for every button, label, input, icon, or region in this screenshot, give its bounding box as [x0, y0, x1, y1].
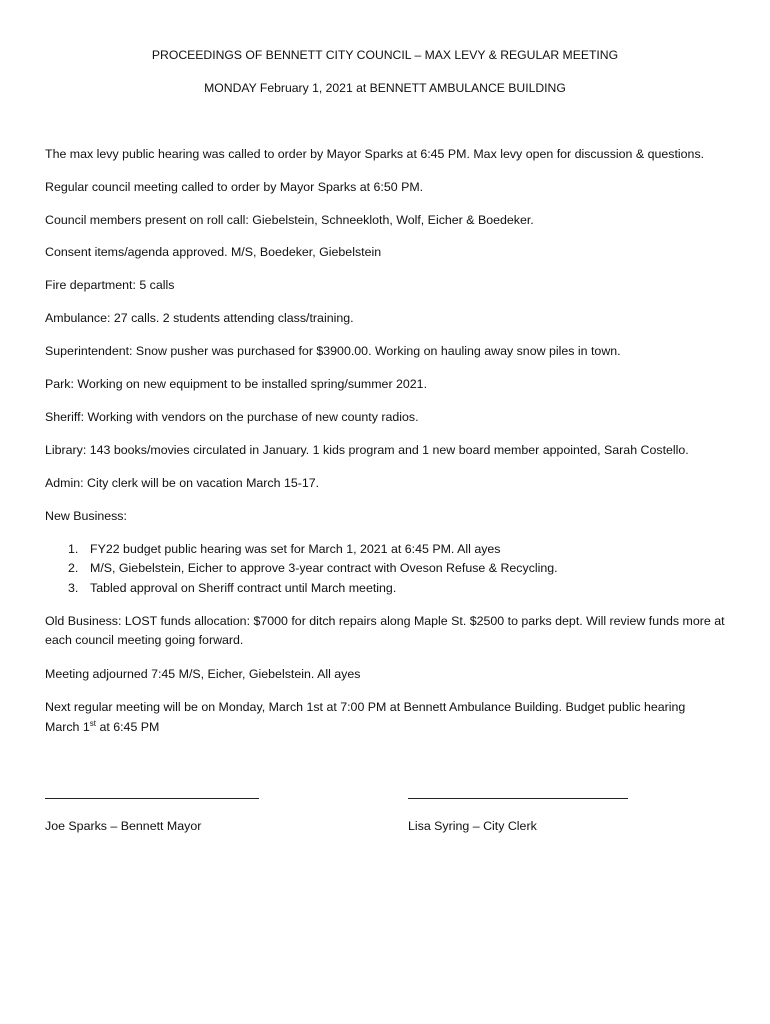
paragraph-new-business-heading: New Business:	[45, 509, 127, 523]
document-subtitle: MONDAY February 1, 2021 at BENNETT AMBULANCE BUILDING	[204, 81, 566, 95]
paragraph-sheriff: Sheriff: Working with vendors on the purchase of new county radios.	[45, 410, 419, 424]
paragraph-library: Library: 143 books/movies circulated in January. 1 kids program and 1 new board member appointed, Sarah Costello.	[45, 443, 689, 457]
list-item-number: 2.	[68, 561, 79, 575]
signature-name-mayor: Joe Sparks – Bennett Mayor	[45, 819, 202, 833]
list-item-number: 1.	[68, 542, 79, 556]
paragraph-roll-call: Council members present on roll call: Giebelstein, Schneekloth, Wolf, Eicher & Boedeker.	[45, 213, 534, 227]
paragraph-fire: Fire department: 5 calls	[45, 278, 175, 292]
paragraph-old-business: Old Business: LOST funds allocation: $7000 for ditch repairs along Maple St. $2500 to parks dept. Will review funds more at each council meeting going forward.	[45, 614, 725, 647]
list-item	[68, 559, 558, 578]
paragraph-next-meeting-continued: March 1st at 6:45 PM	[45, 718, 160, 734]
paragraph-ambulance: Ambulance: 27 calls. 2 students attending class/training.	[45, 311, 354, 325]
paragraph-consent: Consent items/agenda approved. M/S, Boedeker, Giebelstein	[45, 245, 382, 259]
list-item-text: Tabled approval on Sheriff contract until March meeting.	[90, 581, 397, 595]
document-title: PROCEEDINGS OF BENNETT CITY COUNCIL – MAX LEVY & REGULAR MEETING	[151, 48, 619, 62]
paragraph-park: Park: Working on new equipment to be installed spring/summer 2021.	[45, 377, 428, 391]
signature-line-mayor	[45, 786, 259, 799]
paragraph-admin: Admin: City clerk will be on vacation March 15-17.	[45, 476, 320, 490]
signature-name-clerk: Lisa Syring – City Clerk	[408, 819, 537, 833]
paragraph-regular-meeting: Regular council meeting called to order by Mayor Sparks at 6:50 PM.	[45, 180, 424, 194]
paragraph-adjourned: Meeting adjourned 7:45 M/S, Eicher, Giebelstein. All ayes	[45, 667, 361, 681]
list-item-text: FY22 budget public hearing was set for March 1, 2021 at 6:45 PM. All ayes	[90, 542, 501, 556]
list-item-text: M/S, Giebelstein, Eicher to approve 3-year contract with Oveson Refuse & Recycling.	[90, 561, 558, 575]
paragraph-superintendent: Superintendent: Snow pusher was purchased for $3900.00. Working on hauling away snow piles in town.	[45, 344, 621, 358]
paragraph-max-levy: The max levy public hearing was called to order by Mayor Sparks at 6:45 PM. Max levy open for discussion & questions.	[45, 147, 705, 161]
list-item-number: 3.	[68, 581, 79, 595]
list-item	[68, 540, 501, 559]
signature-line-clerk	[408, 786, 628, 799]
list-item	[68, 579, 396, 598]
paragraph-next-meeting: Next regular meeting will be on Monday, March 1st at 7:00 PM at Bennett Ambulance Building. Budget public hearing	[45, 700, 686, 714]
